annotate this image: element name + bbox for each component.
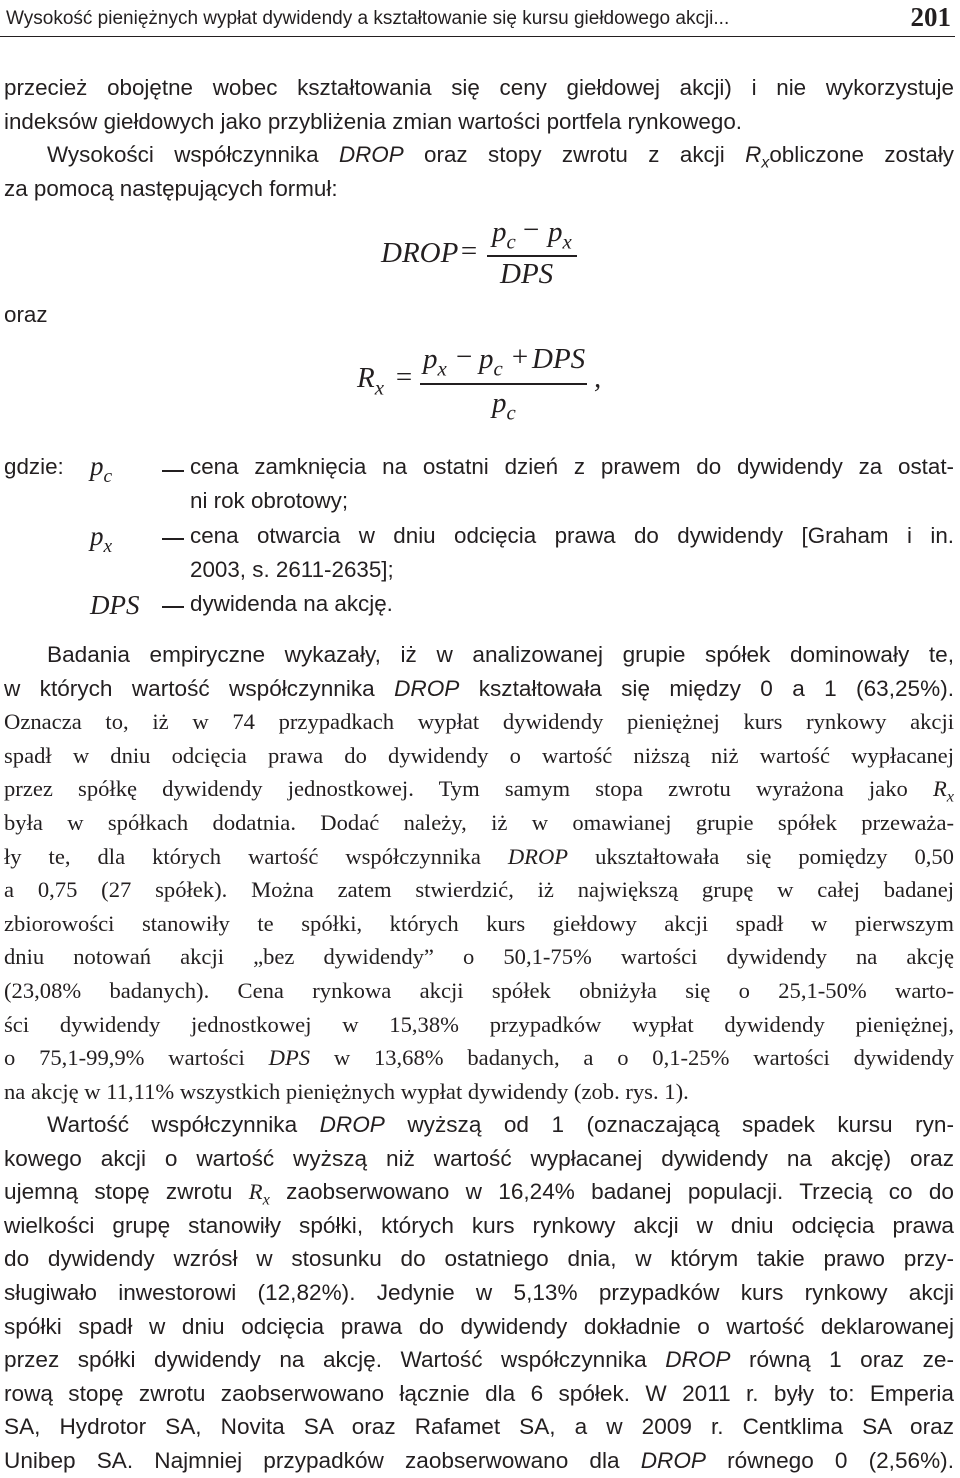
- formula-dps: DPS: [532, 343, 586, 375]
- text-line: zbiorowości stanowiły te spółki, których kurs giełdowy akcji spadł w pierwszym: [4, 910, 954, 936]
- legend-symbol: $p_x$: [90, 521, 113, 557]
- fraction-bar: [487, 255, 577, 257]
- legend-dash: [162, 606, 184, 608]
- text-line: przez spółkę dywidendy jednostkowej. Tym samym stopa zwrotu wyrażona jako $R_x$: [4, 776, 954, 806]
- drop-term: DROP: [338, 142, 404, 168]
- page-number: 201: [910, 2, 951, 32]
- text-line: była w spółkach dodatnia. Dodać należy, iż w omawianej grupie spółek przeważa-: [4, 809, 954, 835]
- text-line: do dywidendy wzrósł w stosunku do ostatniego dnia, w którym takie prawo przy-: [4, 1246, 954, 1272]
- formula-denominator: $p_c$: [492, 387, 516, 425]
- formula-comma: ,: [594, 362, 602, 394]
- intro-paragraph: [4, 71, 954, 205]
- text-line: rową stopę zwrotu zaobserwowano łącznie dla 6 spółek. W 2011 r. były to: Emperia: [4, 1380, 954, 1406]
- body-paragraph-1: [4, 638, 954, 1108]
- running-title: Wysokość pieniężnych wypłat dywidendy a kształtowanie się kursu giełdowego akcji...: [6, 8, 730, 29]
- legend-dash: [162, 538, 184, 540]
- text-line: kowego akcji o wartość wyższą niż wartość wypłacanej dywidendy na akcję) oraz: [4, 1145, 954, 1171]
- text-line: ujemną stopę zwrotu $R_x$ zaobserwowano w 16,24% badanej populacji. Trzecią co do: [4, 1179, 954, 1209]
- legend-dash: [162, 470, 184, 472]
- legend-description: 2003, s. 2611-2635];: [190, 557, 394, 582]
- text-line: w których wartość współczynnika DROP kształtowała się między 0 a 1 (63,25%).: [4, 675, 954, 701]
- text-line: na akcję w 11,11% wszystkich pieniężnych wypłat dywidendy (zob. rys. 1).: [4, 1078, 689, 1104]
- text-line: SA, Hydrotor SA, Novita SA oraz Rafamet SA, a w 2009 r. Centklima SA oraz: [4, 1414, 954, 1440]
- oraz-label: oraz: [4, 302, 48, 327]
- text-line: a 0,75 (27 spółek). Można zatem stwierdzić, iż największą grupę w całej badanej: [4, 877, 954, 903]
- formula-lhs: $R_x$: [357, 362, 384, 400]
- text-line: przecież obojętne wobec kształtowania się ceny giełdowej akcji) i nie wykorzystuje: [4, 75, 954, 100]
- formula-numerator-2: $p_c$: [479, 343, 503, 381]
- formula-equals: =: [459, 235, 479, 267]
- text-line: ły te, dla których wartość współczynnika DROP ukształtowała się pomiędzy 0,50: [4, 843, 954, 869]
- legend-symbol: $p_c$: [90, 451, 113, 487]
- text-line: Oznacza to, iż w 74 przypadkach wypłat dywidendy pieniężnej kurs rynkowy akcji: [4, 709, 954, 735]
- text-line: za pomocą następujących formuł:: [4, 175, 338, 201]
- text-line: Wysokości współczynnika DROP oraz stopy zwrotu z akcji $R_xobliczone$ zostały: [47, 142, 954, 172]
- gdzie-label: gdzie:: [4, 454, 64, 479]
- formula-plus: +: [510, 341, 530, 373]
- running-header: [0, 2, 955, 37]
- legend-symbol: DPS: [90, 590, 140, 620]
- formula-denominator: DPS: [500, 258, 554, 290]
- formula-equals: =: [394, 361, 414, 393]
- formula-lhs: DROP: [381, 237, 459, 269]
- legend-description: cena otwarcia w dniu odcięcia prawa do dywidendy [Graham i in.: [190, 523, 954, 548]
- formula-numerator: $p_c$: [492, 216, 516, 254]
- legend-description: cena zamknięcia na ostatni dzień z prawem do dywidendy za ostat-: [190, 454, 954, 479]
- fraction-bar: [420, 383, 587, 385]
- text-line: indeksów giełdowych jako przybliżenia zmian wartości portfela rynkowego.: [4, 108, 742, 134]
- text-line: dniu notowań akcji „bez dywidendy” o 50,1-75% wartości dywidendy na akcję: [4, 944, 954, 970]
- text-line: wielkości grupę stanowiły spółki, których kurs rynkowy akcji w dniu odcięcia prawa: [4, 1212, 954, 1238]
- text-line: sługiwało inwestorowi (12,82%). Jedynie w 5,13% przypadków kurs rynkowy akcji: [4, 1279, 954, 1305]
- body-paragraph-2: [4, 1108, 954, 1478]
- legend-description: dywidenda na akcję.: [190, 591, 393, 616]
- formula-minus: −: [454, 341, 474, 373]
- formula-numerator-2: $p_x$: [548, 216, 572, 254]
- legend-description: ni rok obrotowy;: [190, 488, 349, 513]
- formula-numerator: $p_x$: [423, 343, 447, 381]
- text-line: ści dywidendy jednostkowej w 15,38% przypadków wypłat dywidendy pieniężnej,: [4, 1011, 954, 1037]
- text-line: spadł w dniu odcięcia prawa do dywidendy o wartość niższą niż wartość wypłacanej: [4, 742, 954, 768]
- text-line: o 75,1-99,9% wartości DPS w 13,68% badanych, a o 0,1-25% wartości dywidendy: [4, 1045, 954, 1071]
- text-line: Badania empiryczne wykazały, iż w analizowanej grupie spółek dominowały te,: [47, 642, 954, 667]
- text-line: spółki spadł w dniu odcięcia prawa do dywidendy dokładnie o wartość deklarowanej: [4, 1313, 954, 1339]
- text-line: Unibep SA. Najmniej przypadków zaobserwowano dla DROP równego 0 (2,56%).: [4, 1447, 954, 1473]
- text-line: Wartość współczynnika DROP wyższą od 1 (oznaczającą spadek kursu ryn-: [47, 1112, 954, 1137]
- text-line: (23,08% badanych). Cena rynkowa akcji spółek obniżyła się o 25,1-50% warto-: [4, 977, 954, 1003]
- formula-minus: −: [521, 214, 541, 246]
- text-line: przez spółki dywidendy na akcję. Wartość współczynnika DROP równą 1 oraz ze-: [4, 1347, 954, 1373]
